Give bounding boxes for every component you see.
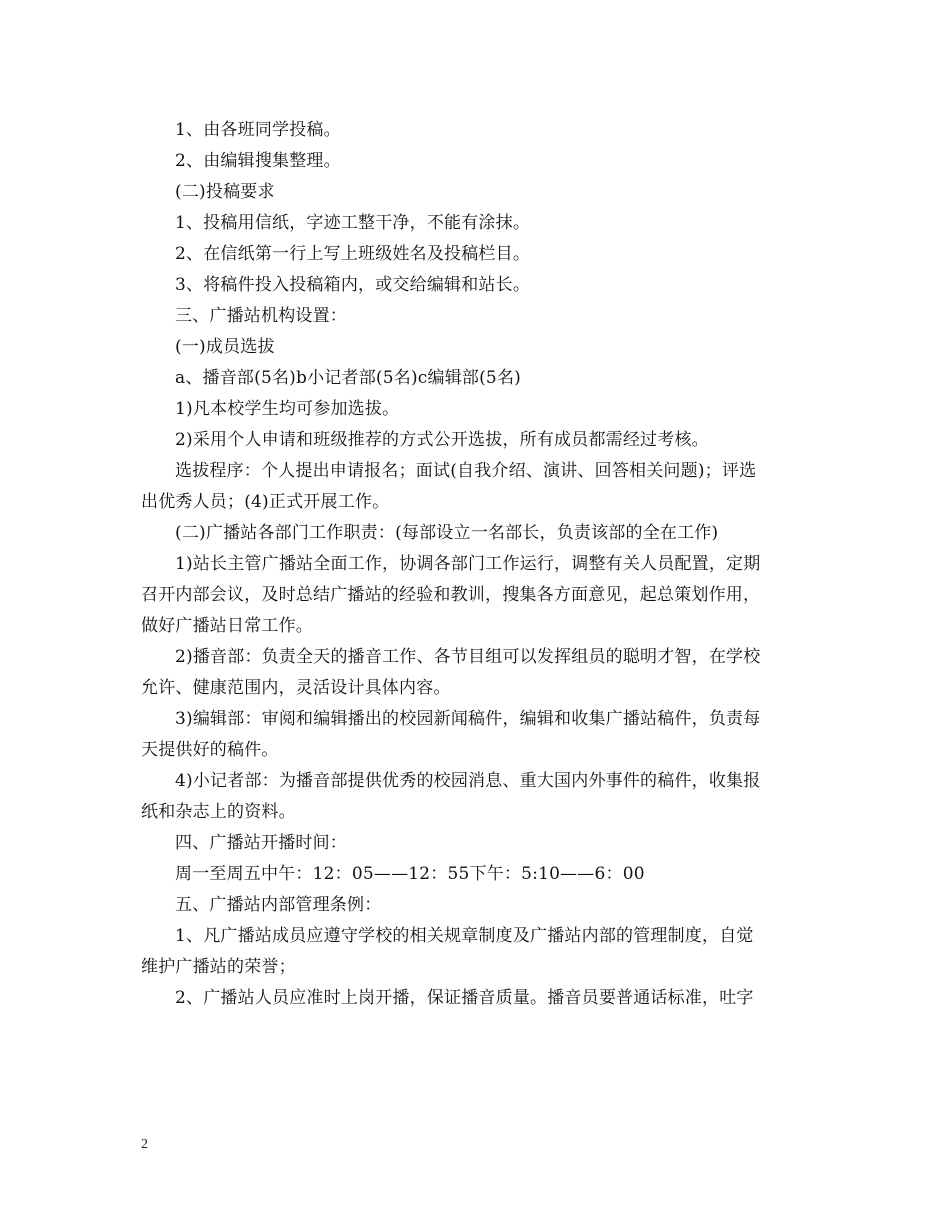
text-line: 1、投稿用信纸，字迹工整干净，不能有涂抹。 bbox=[175, 213, 531, 233]
text-line: 1)站长主管广播站全面工作，协调各部门工作运行，调整有关人员配置，定期 bbox=[175, 554, 761, 574]
text-line: a、播音部(5名)b小记者部(5名)c编辑部(5名) bbox=[175, 368, 521, 388]
text-line: 2)采用个人申请和班级推荐的方式公开选拔，所有成员都需经过考核。 bbox=[175, 430, 709, 450]
text-line: 五、广播站内部管理条例： bbox=[175, 895, 382, 915]
text-line: 天提供好的稿件。 bbox=[141, 740, 279, 760]
text-line: 纸和杂志上的资料。 bbox=[141, 802, 296, 822]
text-line: 允许、健康范围内，灵活设计具体内容。 bbox=[141, 678, 451, 698]
text-line: 2、由编辑搜集整理。 bbox=[175, 151, 341, 171]
text-line: 选拔程序：个人提出申请报名；面试(自我介绍、演讲、回答相关问题)；评选 bbox=[175, 461, 757, 481]
text-line: 三、广播站机构设置： bbox=[175, 306, 347, 326]
text-line: 维护广播站的荣誉； bbox=[141, 957, 296, 977]
text-line: 3)编辑部：审阅和编辑播出的校园新闻稿件，编辑和收集广播站稿件，负责每 bbox=[175, 709, 761, 729]
text-line: 2)播音部：负责全天的播音工作、各节目组可以发挥组员的聪明才智，在学校 bbox=[175, 647, 761, 667]
text-line: 四、广播站开播时间： bbox=[175, 833, 347, 853]
page-number: 2 bbox=[141, 1137, 148, 1152]
text-line: 1、由各班同学投稿。 bbox=[175, 120, 341, 140]
text-line: 1)凡本校学生均可参加选拔。 bbox=[175, 399, 400, 419]
text-line: 2、在信纸第一行上写上班级姓名及投稿栏目。 bbox=[175, 244, 531, 264]
text-line: 召开内部会议，及时总结广播站的经验和教训，搜集各方面意见，起总策划作用， bbox=[141, 585, 761, 605]
text-line: (一)成员选拔 bbox=[175, 337, 275, 357]
text-line: (二)广播站各部门工作职责：(每部设立一名部长，负责该部的全在工作) bbox=[175, 523, 719, 543]
document-body bbox=[141, 115, 809, 1014]
text-line: 3、将稿件投入投稿箱内，或交给编辑和站长。 bbox=[175, 275, 531, 295]
text-line: 做好广播站日常工作。 bbox=[141, 616, 313, 636]
text-line: 1、凡广播站成员应遵守学校的相关规章制度及广播站内部的管理制度，自觉 bbox=[175, 926, 754, 946]
text-line: 周一至周五中午：12：05——12：55下午：5:10——6：00 bbox=[175, 864, 645, 884]
text-line: 出优秀人员；(4)正式开展工作。 bbox=[141, 492, 390, 512]
text-line: 2、广播站人员应准时上岗开播，保证播音质量。播音员要普通话标准，吐字 bbox=[175, 988, 754, 1008]
text-line: 4)小记者部：为播音部提供优秀的校园消息、重大国内外事件的稿件，收集报 bbox=[175, 771, 761, 791]
text-line: (二)投稿要求 bbox=[175, 182, 275, 202]
